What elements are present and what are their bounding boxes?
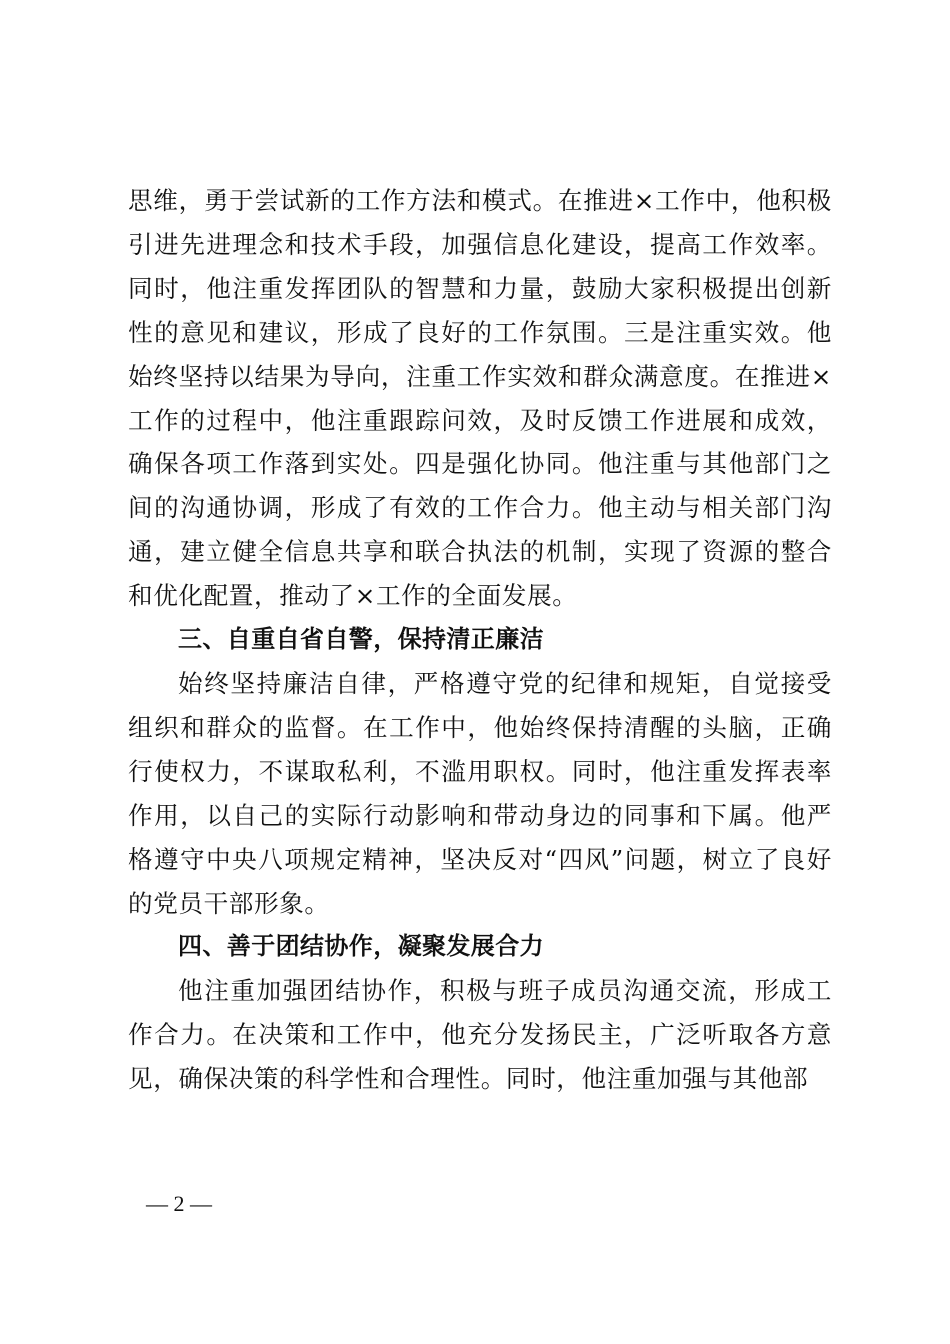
- page-number: — 2 —: [146, 1191, 212, 1216]
- paragraph-integrity: 始终坚持廉洁自律，严格遵守党的纪律和规矩，自觉接受组织和群众的监督。在工作中，他始终保持清醒的头脑，正确行使权力，不谋取私利，不滥用职权。同时，他注重发挥表率作用，以自己的实际行动影响和带动身边的同事和下属。他严格遵守中央八项规定精神，坚决反对“四风”问题，树立了良好的党员干部形象。: [128, 668, 832, 918]
- section-heading-four: 四、善于团结协作，凝聚发展合力: [178, 932, 544, 961]
- document-body: [128, 179, 832, 1101]
- paragraph-continuation: 思维，勇于尝试新的工作方法和模式。在推进×工作中，他积极引进先进理念和技术手段，加强信息化建设，提高工作效率。同时，他注重发挥团队的智慧和力量，鼓励大家积极提出创新性的意见和建议，形成了良好的工作氛围。三是注重实效。他始终坚持以结果为导向，注重工作实效和群众满意度。在推进×工作的过程中，他注重跟踪问效，及时反馈工作进展和成效，确保各项工作落到实处。四是强化协同。他注重与其他部门之间的沟通协调，形成了有效的工作合力。他主动与相关部门沟通，建立健全信息共享和联合执法的机制，实现了资源的整合和优化配置，推动了×工作的全面发展。: [128, 186, 832, 611]
- paragraph-teamwork: 他注重加强团结协作，积极与班子成员沟通交流，形成工作合力。在决策和工作中，他充分发扬民主，广泛听取各方意见，确保决策的科学性和合理性。同时，他注重加强与其他部: [128, 976, 832, 1094]
- section-heading-three: 三、自重自省自警，保持清正廉洁: [178, 625, 544, 654]
